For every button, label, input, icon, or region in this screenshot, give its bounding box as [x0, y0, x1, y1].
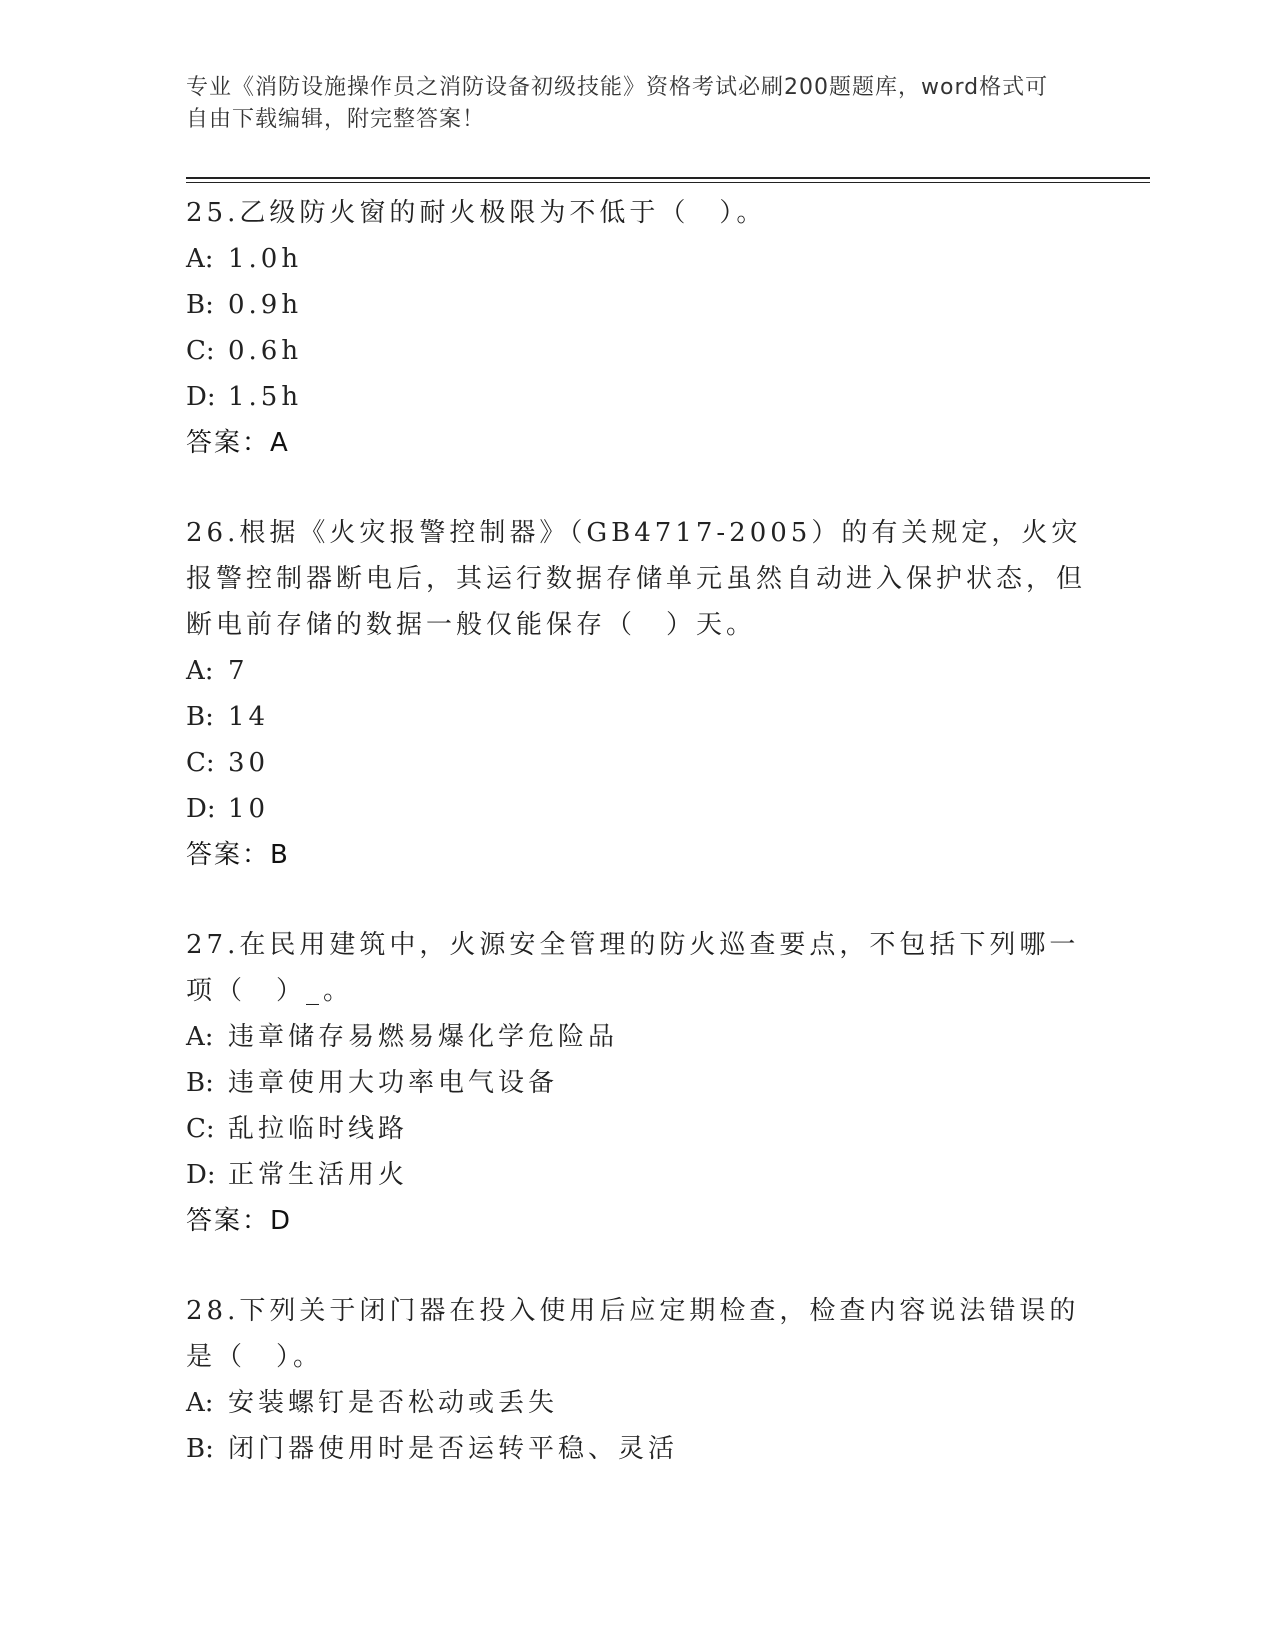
question-stem: 26.根据《火灾报警控制器》（GB4717-2005）的有关规定，火灾报警控制器断电后，其运行数据存储单元虽然自动进入保护状态，但断电前存储的数据一般仅能保存（ ）天。 — [186, 518, 1087, 640]
option-d — [186, 374, 1086, 420]
option-text: 14 — [228, 702, 270, 732]
option-b — [186, 1060, 1086, 1106]
option-a — [186, 648, 1086, 694]
question-stem: 27.在民用建筑中，火源安全管理的防火巡查要点，不包括下列哪一项（ ）_。 — [186, 930, 1080, 1006]
option-label: A: — [186, 656, 214, 686]
option-text: 0.9h — [228, 290, 303, 320]
option-a — [186, 1380, 1086, 1426]
option-label: B: — [186, 1068, 214, 1098]
header-divider — [186, 177, 1150, 179]
option-label: B: — [186, 290, 214, 320]
option-c — [186, 740, 1086, 786]
question-25 — [186, 190, 1086, 466]
question-26 — [186, 510, 1086, 878]
option-text: 10 — [228, 794, 270, 824]
question-spacer — [186, 1244, 1086, 1288]
answer-line: 答案：A — [186, 428, 290, 458]
option-d — [186, 786, 1086, 832]
option-text: 1.0h — [228, 244, 303, 274]
option-label: A: — [186, 244, 214, 274]
question-stem: 28.下列关于闭门器在投入使用后应定期检查，检查内容说法错误的是（ ）。 — [186, 1296, 1080, 1372]
option-label: B: — [186, 1434, 214, 1464]
option-text: 违章使用大功率电气设备 — [228, 1068, 559, 1098]
question-list — [186, 190, 1086, 1472]
option-b — [186, 282, 1086, 328]
answer-line: 答案：D — [186, 1206, 293, 1236]
option-label: C: — [186, 336, 215, 366]
option-text: 乱拉临时线路 — [228, 1114, 409, 1144]
header-divider-thin — [186, 182, 1150, 183]
option-text: 正常生活用火 — [228, 1160, 409, 1190]
option-a — [186, 1014, 1086, 1060]
option-d — [186, 1152, 1086, 1198]
option-b — [186, 694, 1086, 740]
option-label: A: — [186, 1022, 214, 1052]
option-c — [186, 1106, 1086, 1152]
option-label: D: — [186, 1160, 216, 1190]
option-text: 闭门器使用时是否运转平稳、灵活 — [228, 1434, 679, 1464]
question-28 — [186, 1288, 1086, 1472]
option-text: 7 — [228, 656, 249, 686]
question-spacer — [186, 466, 1086, 510]
question-stem: 25.乙级防火窗的耐火极限为不低于（ ）。 — [186, 198, 767, 228]
option-a — [186, 236, 1086, 282]
question-27 — [186, 922, 1086, 1244]
option-c — [186, 328, 1086, 374]
document-header: 专业《消防设施操作员之消防设备初级技能》资格考试必刷200题题库，word格式可自由下载编辑，附完整答案！ — [186, 75, 1049, 132]
option-label: B: — [186, 702, 214, 732]
option-label: D: — [186, 794, 216, 824]
option-text: 安装螺钉是否松动或丢失 — [228, 1388, 559, 1418]
option-text: 1.5h — [228, 382, 303, 412]
option-text: 违章储存易燃易爆化学危险品 — [228, 1022, 619, 1052]
question-spacer — [186, 878, 1086, 922]
option-text: 0.6h — [228, 336, 303, 366]
option-text: 30 — [228, 748, 270, 778]
answer-line: 答案：B — [186, 840, 290, 870]
option-b — [186, 1426, 1086, 1472]
option-label: D: — [186, 382, 216, 412]
option-label: C: — [186, 1114, 215, 1144]
option-label: C: — [186, 748, 215, 778]
option-label: A: — [186, 1388, 214, 1418]
